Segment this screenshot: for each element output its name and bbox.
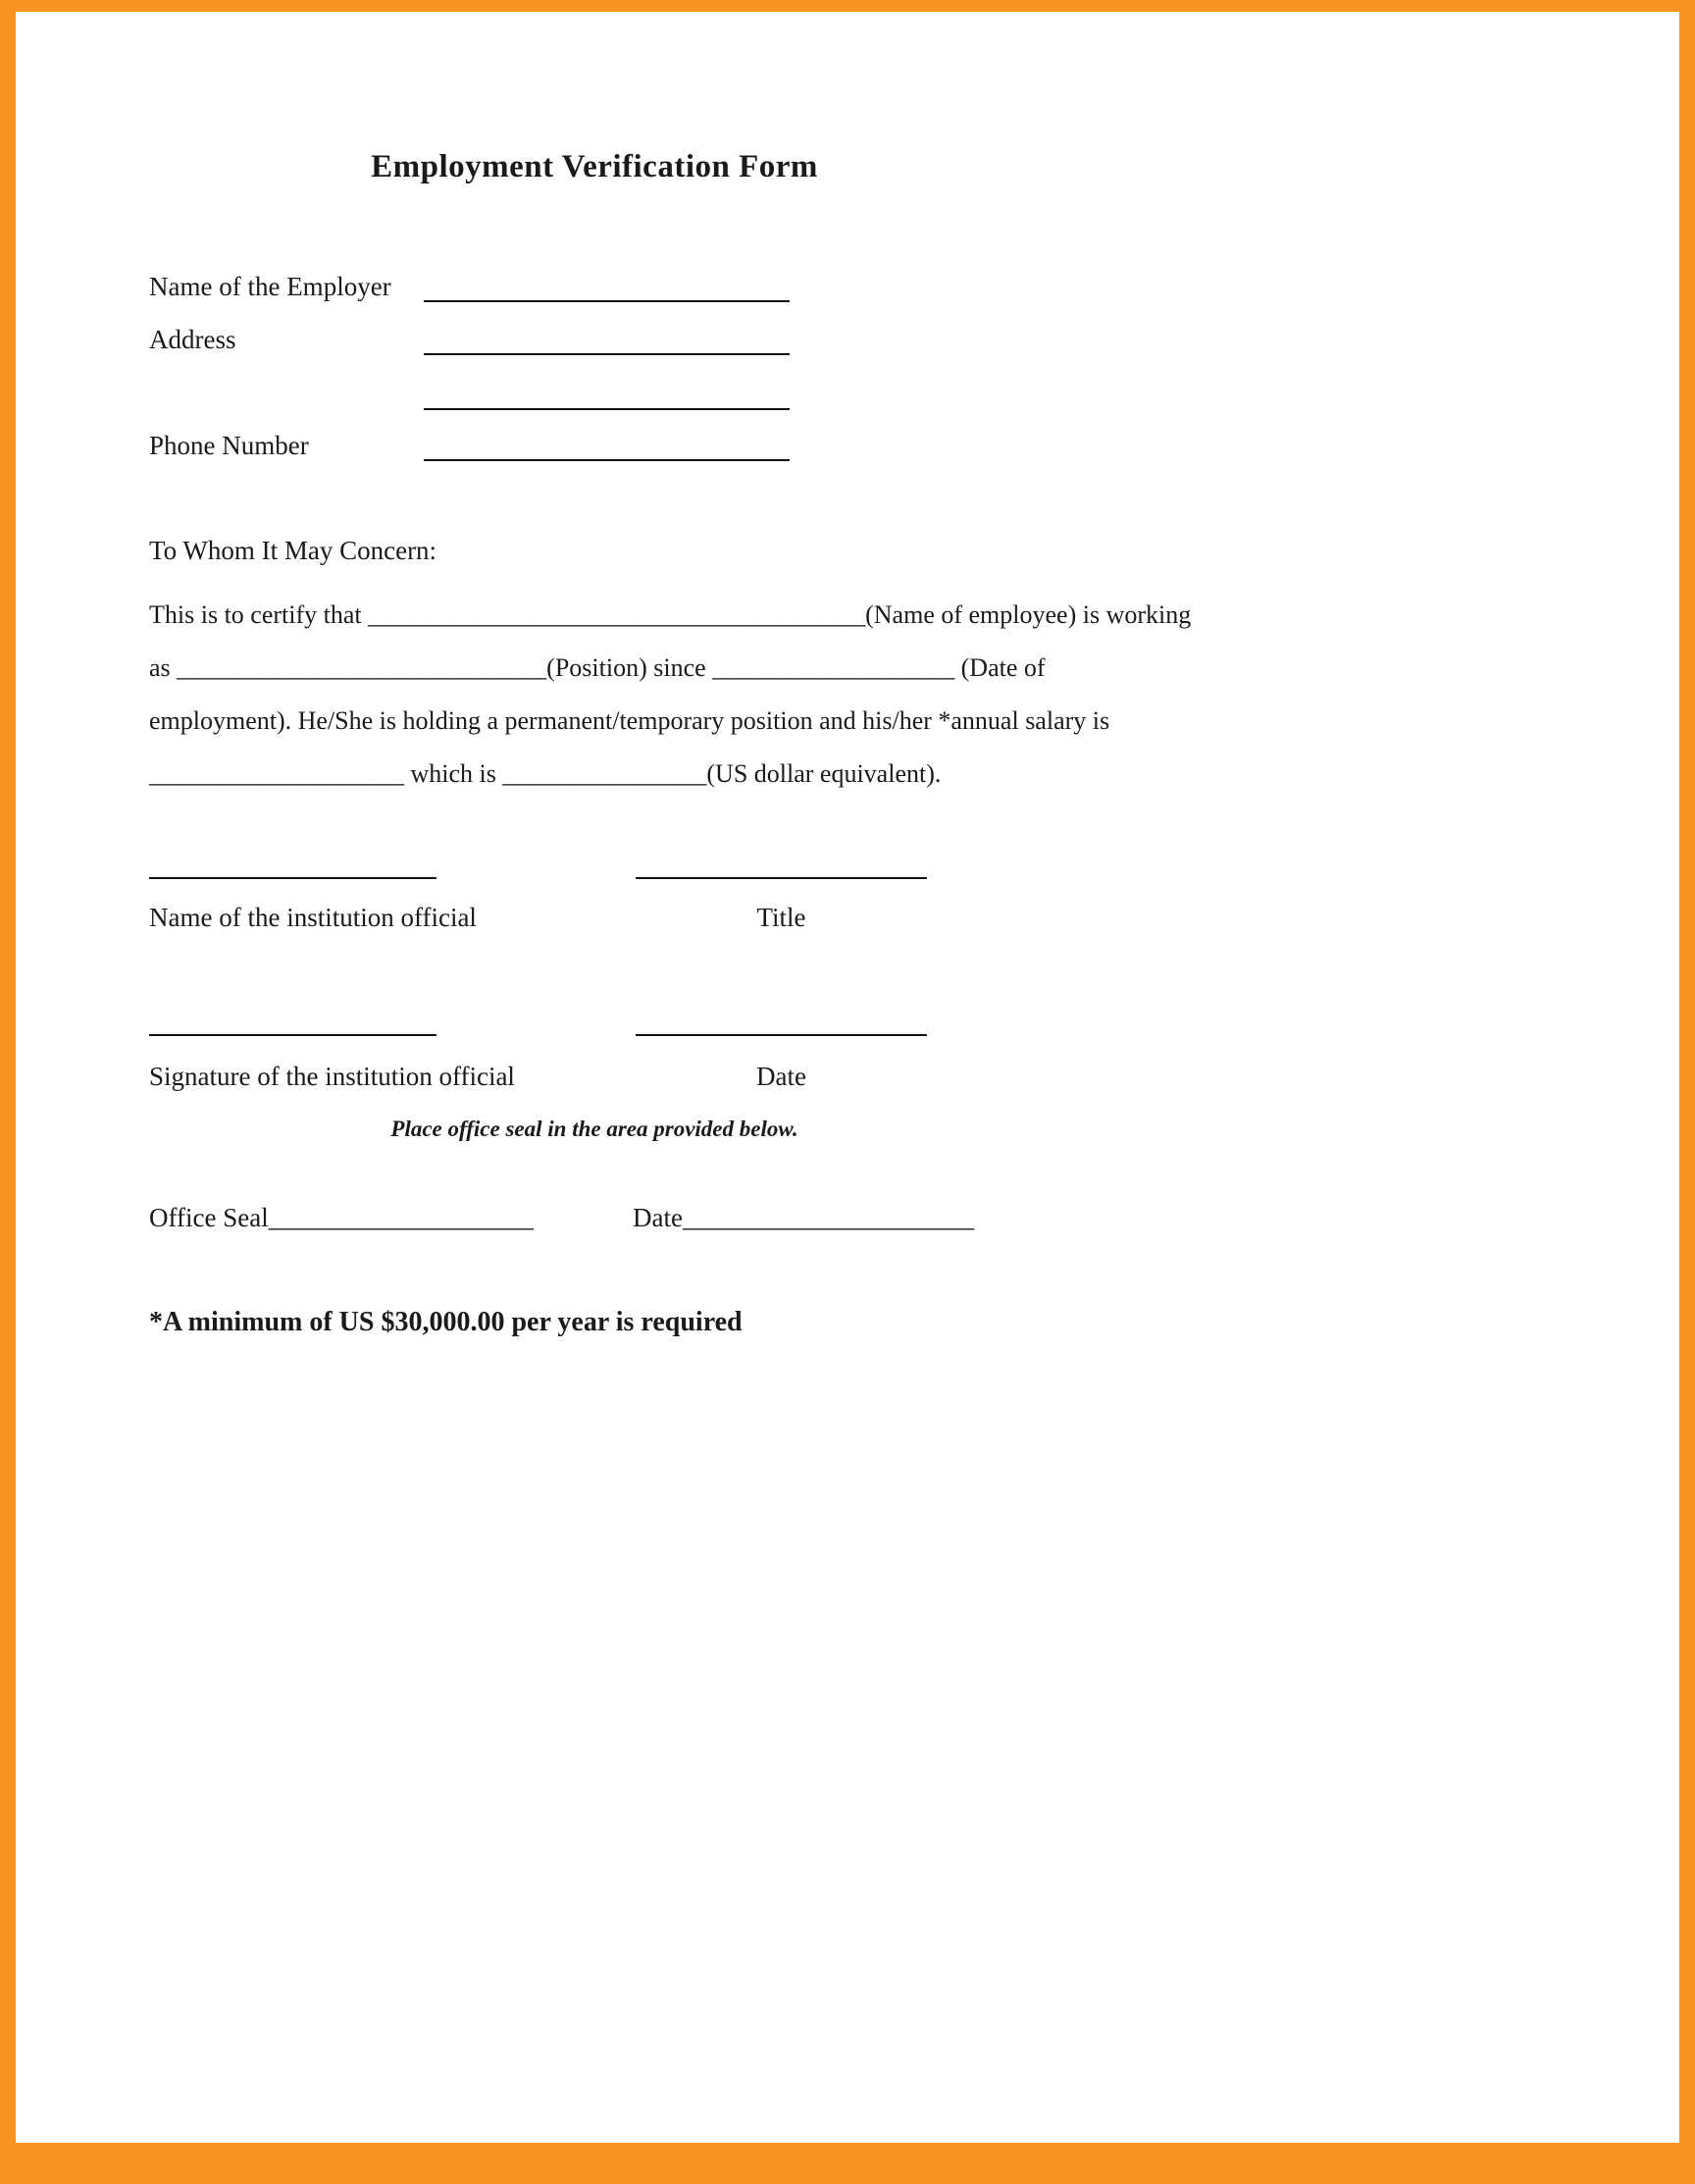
signature-blank-line	[149, 1020, 437, 1036]
official-title-label: Title	[756, 903, 806, 932]
spacer	[437, 863, 636, 879]
seal-date-blank: ______________________	[682, 1203, 974, 1232]
address-label: Address	[149, 325, 236, 354]
paragraph-line: ____________________ which is ________________(US dollar equivalent).	[149, 759, 942, 788]
form-content	[149, 12, 1192, 2143]
official-name-title-lines	[149, 863, 1040, 879]
phone-number-label: Phone Number	[149, 431, 309, 460]
official-name-label: Name of the institution official	[149, 903, 477, 932]
official-name-blank-line	[149, 863, 437, 879]
office-seal-label: Office Seal	[149, 1203, 269, 1232]
paragraph-line: employment). He/She is holding a permanent/temporary position and his/her *annual salary is	[149, 706, 1110, 735]
signature-label: Signature of the institution official	[149, 1062, 515, 1091]
address-continued-row	[149, 367, 1040, 410]
seal-date-field	[633, 1203, 1040, 1233]
employer-name-blank-line	[424, 265, 790, 302]
employer-name-row	[149, 259, 1040, 302]
certification-paragraph	[149, 589, 1192, 801]
salutation: To Whom It May Concern:	[149, 536, 437, 565]
office-seal-blank: ____________________	[268, 1203, 534, 1232]
spacer	[437, 1020, 636, 1036]
date-blank-line	[636, 1020, 927, 1036]
paragraph-line: This is to certify that _______________________________________(Name of employee) is working	[149, 600, 1192, 629]
address-blank-line-2	[424, 373, 790, 410]
signature-date-labels	[149, 1062, 1040, 1092]
office-seal-field	[149, 1203, 633, 1233]
seal-date-label: Date	[633, 1203, 683, 1232]
salary-footnote: *A minimum of US $30,000.00 per year is required	[149, 1307, 743, 1337]
official-title-blank-line	[636, 863, 927, 879]
office-seal-row	[149, 1203, 1040, 1233]
form-title: Employment Verification Form	[371, 149, 818, 184]
signature-date-label: Date	[756, 1062, 806, 1091]
document-page	[16, 12, 1679, 2143]
phone-number-row	[149, 418, 1040, 461]
address-blank-line-1	[424, 318, 790, 355]
official-name-title-labels	[149, 903, 1040, 933]
employer-name-label: Name of the Employer	[149, 272, 391, 301]
phone-number-blank-line	[424, 424, 790, 461]
paragraph-line: as _____________________________(Position) since ___________________ (Date of	[149, 653, 1046, 682]
signature-date-lines	[149, 1020, 1040, 1036]
seal-instruction: Place office seal in the area provided below.	[390, 1117, 798, 1141]
address-row	[149, 312, 1040, 355]
